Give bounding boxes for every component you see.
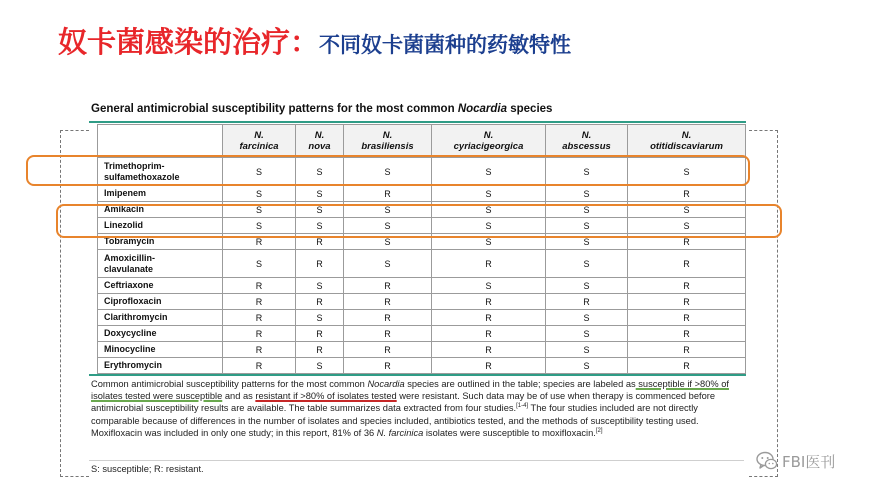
table-cell: S (223, 250, 296, 278)
table-cell: R (344, 186, 432, 202)
table-cell: R (223, 310, 296, 326)
table-cell: S (432, 234, 546, 250)
table-cell: R (344, 294, 432, 310)
table-cell: S (296, 358, 344, 374)
watermark-text: FBI医刊 (782, 452, 836, 471)
drug-name-cell: Ceftriaxone (98, 278, 223, 294)
table-cell: S (296, 186, 344, 202)
table-cell: R (223, 294, 296, 310)
table-cell: S (296, 158, 344, 186)
table-cell: S (223, 158, 296, 186)
reference-marker: [2] (595, 427, 603, 434)
column-header: N. nova (296, 125, 344, 158)
table-cell: S (546, 342, 628, 358)
table-cell: R (432, 342, 546, 358)
table-cell: R (296, 250, 344, 278)
drug-name-cell: Ciprofloxacin (98, 294, 223, 310)
table-cell: S (344, 202, 432, 218)
slide-title (58, 20, 571, 61)
slide-title-sub: 不同奴卡菌菌种的药敏特性 (319, 33, 572, 57)
table-cell: S (628, 202, 746, 218)
legend-divider (89, 460, 744, 461)
column-header: N. cyriacigeorgica (432, 125, 546, 158)
table-cell: S (546, 278, 628, 294)
table-cell: R (432, 250, 546, 278)
table-cell: S (432, 186, 546, 202)
table-row (98, 158, 746, 186)
table-cell: S (546, 358, 628, 374)
table-row (98, 186, 746, 202)
table-cell: R (628, 294, 746, 310)
table-row (98, 234, 746, 250)
table-cell: R (546, 294, 628, 310)
table-cell: S (628, 218, 746, 234)
table-cell: S (432, 158, 546, 186)
table-row (98, 278, 746, 294)
table-cell: R (628, 250, 746, 278)
susceptible-definition: susceptible if >80% of isolates tested were susceptible (91, 379, 729, 402)
table-cell: R (296, 234, 344, 250)
table-cell: S (546, 250, 628, 278)
table-footnote: Common antimicrobial susceptibility patterns for the most common Nocardia species are outlined in the table; species are labeled as susceptible if >80% of isolates tested were susceptible and as resistant if >80% of isolates tested were resistant. Such data may be of use when therapy is commenced before antimicrobial susceptibility results are available. The table summarizes data extracted from four studies.[1-4] The four studies included are not directly comparable because of differences in the number of isolates and species included, antibiotics tested, and the methods of susceptibility testing used. Moxifloxacin was included in only one study; in this report, 81% of 36 N. farcinica isolates were susceptible to moxifloxacin.[2] (91, 379, 729, 438)
table-cell: S (296, 218, 344, 234)
table-title: General antimicrobial susceptibility patterns for the most common Nocardia species (91, 103, 553, 115)
table-cell: S (546, 202, 628, 218)
table-cell: R (628, 342, 746, 358)
table-row (98, 250, 746, 278)
table-cell: S (546, 326, 628, 342)
column-header: N. otitidiscaviarum (628, 125, 746, 158)
table-row (98, 326, 746, 342)
table-cell: S (344, 218, 432, 234)
table-bottom-rule (89, 374, 746, 376)
drug-name-cell: Tobramycin (98, 234, 223, 250)
table-cell: S (432, 218, 546, 234)
table-header-row (98, 125, 746, 158)
table-cell: R (223, 342, 296, 358)
table-row (98, 310, 746, 326)
column-header: N. brasiliensis (344, 125, 432, 158)
wechat-icon (756, 451, 778, 471)
table-cell: R (432, 358, 546, 374)
column-header: N. abscessus (546, 125, 628, 158)
table-cell: R (296, 326, 344, 342)
resistant-definition: resistant if >80% of isolates tested (255, 391, 397, 402)
slide-title-main: 奴卡菌感染的治疗： (58, 25, 320, 59)
table-cell: S (546, 234, 628, 250)
table-cell: S (546, 186, 628, 202)
left-dashed-frame (60, 130, 89, 477)
table-row (98, 202, 746, 218)
table-cell: R (344, 358, 432, 374)
drug-name-cell: Clarithromycin (98, 310, 223, 326)
table-cell: R (628, 326, 746, 342)
drug-name-cell: Linezolid (98, 218, 223, 234)
table-cell: R (344, 342, 432, 358)
table-cell: S (344, 250, 432, 278)
reference-marker: [1-4] (516, 403, 529, 410)
table-cell: S (296, 278, 344, 294)
table-cell: S (546, 218, 628, 234)
right-dashed-frame (749, 130, 778, 477)
watermark (756, 450, 835, 472)
susceptibility-table (97, 124, 746, 374)
column-header: N. farcinica (223, 125, 296, 158)
table-cell: R (223, 326, 296, 342)
table-row (98, 218, 746, 234)
table-cell: S (296, 202, 344, 218)
drug-name-cell: Erythromycin (98, 358, 223, 374)
table-cell: S (344, 158, 432, 186)
table-cell: R (223, 234, 296, 250)
table-cell: S (432, 278, 546, 294)
table-cell: R (344, 310, 432, 326)
table-cell: S (296, 310, 344, 326)
table-cell: R (432, 310, 546, 326)
table-cell: R (344, 326, 432, 342)
drug-name-cell: Doxycycline (98, 326, 223, 342)
table-cell: S (546, 310, 628, 326)
table-cell: R (628, 186, 746, 202)
table-row (98, 342, 746, 358)
table-cell: S (223, 186, 296, 202)
drug-name-cell: Minocycline (98, 342, 223, 358)
drug-name-cell: Amoxicillin- clavulanate (98, 250, 223, 278)
table-cell: R (628, 310, 746, 326)
table-cell: S (432, 202, 546, 218)
table-cell: R (223, 358, 296, 374)
table-row (98, 358, 746, 374)
table-cell: S (223, 202, 296, 218)
table-cell: R (432, 294, 546, 310)
table-cell: R (296, 342, 344, 358)
table-cell: S (223, 218, 296, 234)
table-cell: S (546, 158, 628, 186)
table-top-rule (89, 121, 746, 123)
drug-name-cell: Trimethoprim- sulfamethoxazole (98, 158, 223, 186)
table-cell: R (628, 234, 746, 250)
table-legend: S: susceptible; R: resistant. (91, 464, 204, 474)
table-cell: R (344, 278, 432, 294)
table-cell: R (432, 326, 546, 342)
drug-name-cell: Imipenem (98, 186, 223, 202)
table-row (98, 294, 746, 310)
table-cell: R (223, 278, 296, 294)
drug-name-cell: Amikacin (98, 202, 223, 218)
table-cell: S (628, 158, 746, 186)
table-cell: R (296, 294, 344, 310)
table-cell: R (628, 278, 746, 294)
table-cell: R (628, 358, 746, 374)
header-corner-cell (98, 125, 223, 158)
table-cell: S (344, 234, 432, 250)
